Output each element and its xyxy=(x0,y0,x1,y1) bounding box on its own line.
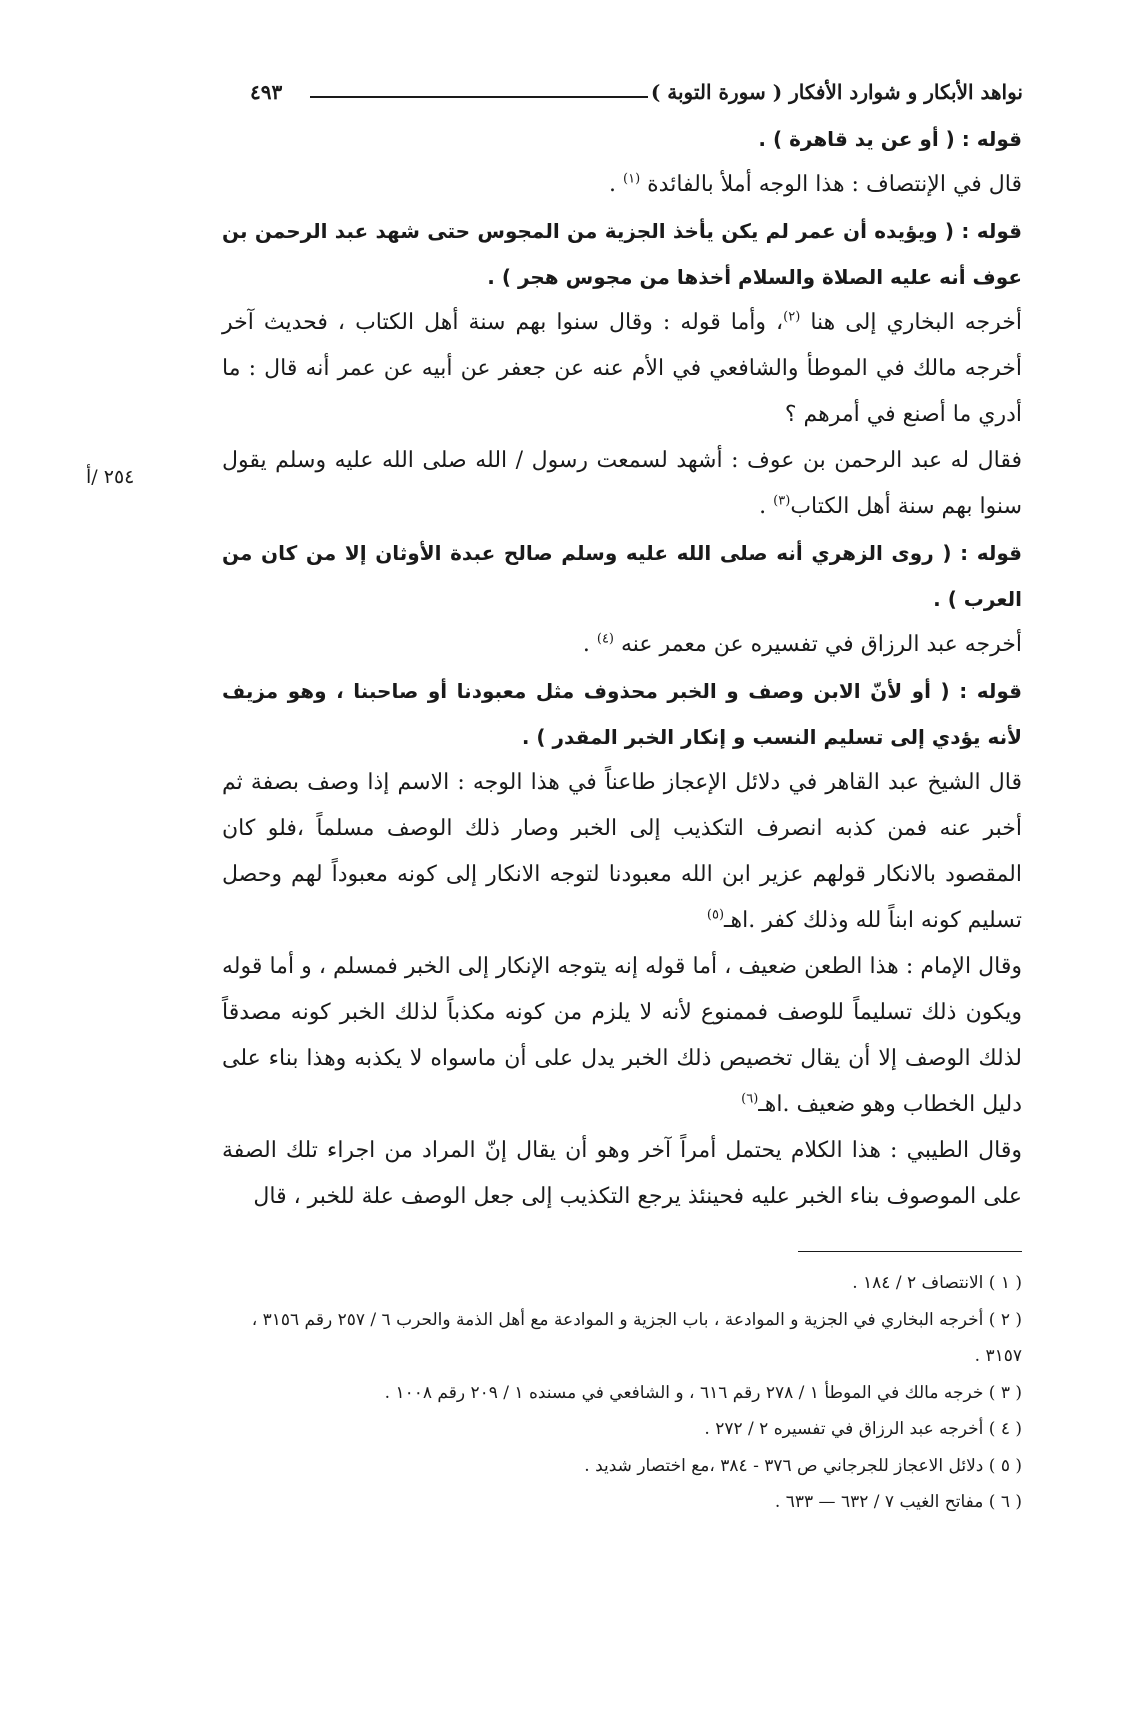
footnote: ( ٣ ) خرجه مالك في الموطأ ١ / ٢٧٨ رقم ٦١٦ ، و الشافعي في مسنده ١ / ٢٠٩ رقم ١٠٠٨ . xyxy=(384,1382,1022,1403)
footnote-separator xyxy=(798,1251,1022,1252)
quote-line: قوله : ( أو لأنّ الابن وصف و الخبر محذوف مثل معبودنا أو صاحبنا ، وهو مزيف لأنه يؤدي إلى تسليم النسب و إنكار الخبر المقدر ) . xyxy=(222,679,1022,749)
header-rule xyxy=(310,96,648,98)
margin-folio-note: ٢٥٤ /أ xyxy=(86,466,135,488)
paragraph-end: . xyxy=(609,172,623,197)
quote-line: قوله : ( أو عن يد قاهرة ) . xyxy=(758,127,1022,151)
paragraph xyxy=(222,300,1022,438)
paragraph xyxy=(222,438,1022,530)
paragraph-end: . xyxy=(582,632,597,657)
footnote: ( ٥ ) دلائل الاعجاز للجرجاني ص ٣٧٦ - ٣٨٤ ،مع اختصار شديد . xyxy=(584,1455,1022,1476)
footnote-ref: (١) xyxy=(623,171,641,187)
quote-line: قوله : ( روى الزهري أنه صلى الله عليه وسلم صالح عبدة الأوثان إلا من كان من العرب ) . xyxy=(222,541,1022,611)
footnote-ref: (٢) xyxy=(783,309,801,325)
paragraph xyxy=(222,162,1022,208)
page-header xyxy=(250,74,1023,114)
footnote: ( ١ ) الانتصاف ٢ / ١٨٤ . xyxy=(852,1273,1022,1293)
paragraph-text: فقال له عبد الرحمن بن عوف : أشهد لسمعت رسول / الله صلى الله عليه وسلم يقول سنوا بهم سنة أهل الكتاب xyxy=(222,448,1022,519)
page-number: ٤٩٣ xyxy=(250,80,283,104)
paragraph: وقال الطيبي : هذا الكلام يحتمل أمراً آخر وهو أن يقال إنّ المراد من اجراء تلك الصفة على الموصوف بناء الخبر عليه فحينئذ يرجع التكذيب إلى جعل الوصف علة للخبر ، قال xyxy=(222,1138,1022,1209)
footnote: ( ٦ ) مفاتح الغيب ٧ / ٦٣٢ — ٦٣٣ . xyxy=(774,1492,1022,1512)
footnote-ref: (٦) xyxy=(741,1091,759,1107)
footnote-ref: (٤) xyxy=(596,631,614,647)
footnote-ref: (٣) xyxy=(773,493,791,509)
main-text xyxy=(222,116,1022,1220)
paragraph-text: قال في الإنتصاف : هذا الوجه أملأ بالفائدة xyxy=(647,172,1022,197)
paragraph-end: . xyxy=(759,494,774,519)
paragraph-text: وقال الإمام : هذا الطعن ضعيف ، أما قوله إنه يتوجه الإنكار إلى الخبر فمسلم ، و أما قوله ويكون ذلك تسليماً للوصف فممنوع لأنه لا يلزم من كونه مكذباً لذلك الخبر كونه مصدقاً لذلك الوصف إلا أن يقال تخصيص ذلك الخبر يدل على أن ماسواه لا يكذبه وهذا بناء على دليل الخطاب وهو ضعيف .اهـ xyxy=(222,954,1022,1117)
footnote-ref: (٥) xyxy=(706,907,725,923)
paragraph-text: ، وأما قوله : وقال سنوا بهم سنة أهل الكتاب ، فحديث آخر أخرجه مالك في الموطأ والشافعي في الأم عنه عن جعفر عن أبيه عن عمر أنه قال : ما أدري ما أصنع في أمرهم ؟ xyxy=(222,310,1022,427)
paragraph xyxy=(222,622,1022,668)
paragraph xyxy=(222,944,1022,1128)
paragraph-text: أخرجه البخاري إلى هنا xyxy=(810,310,1022,335)
paragraph-text: أخرجه عبد الرزاق في تفسيره عن معمر عنه xyxy=(621,632,1022,657)
paragraph-text: قال الشيخ عبد القاهر في دلائل الإعجاز طاعناً في هذا الوجه : الاسم إذا وصف بصفة ثم أخبر عنه فمن كذبه انصرف التكذيب إلى الخبر وصار ذلك الوصف مسلماً ،فلو كان المقصود بالانكار قولهم عزير ابن الله معبودنا لتوجه الانكار إلى كونه معبوداً لهم وحصل تسليم كونه ابناً لله وذلك كفر .اهـ xyxy=(222,770,1022,933)
footnotes xyxy=(250,1265,1022,1521)
footnote: ( ٤ ) أخرجه عبد الرزاق في تفسيره ٢ / ٢٧٢ . xyxy=(704,1419,1022,1439)
paragraph xyxy=(222,760,1022,944)
quote-line: قوله : ( ويؤيده أن عمر لم يكن يأخذ الجزية من المجوس حتى شهد عبد الرحمن بن عوف أنه عليه الصلاة والسلام أخذها من مجوس هجر ) . xyxy=(222,219,1022,289)
footnote: ( ٢ ) أخرجه البخاري في الجزية و الموادعة ، باب الجزية و الموادعة مع أهل الذمة والحرب ٦ / ٢٥٧ رقم ٣١٥٦ ، ٣١٥٧ . xyxy=(251,1309,1022,1366)
running-title: نواهد الأبكار و شوارد الأفكار ( سورة التوبة ) xyxy=(650,80,1023,104)
